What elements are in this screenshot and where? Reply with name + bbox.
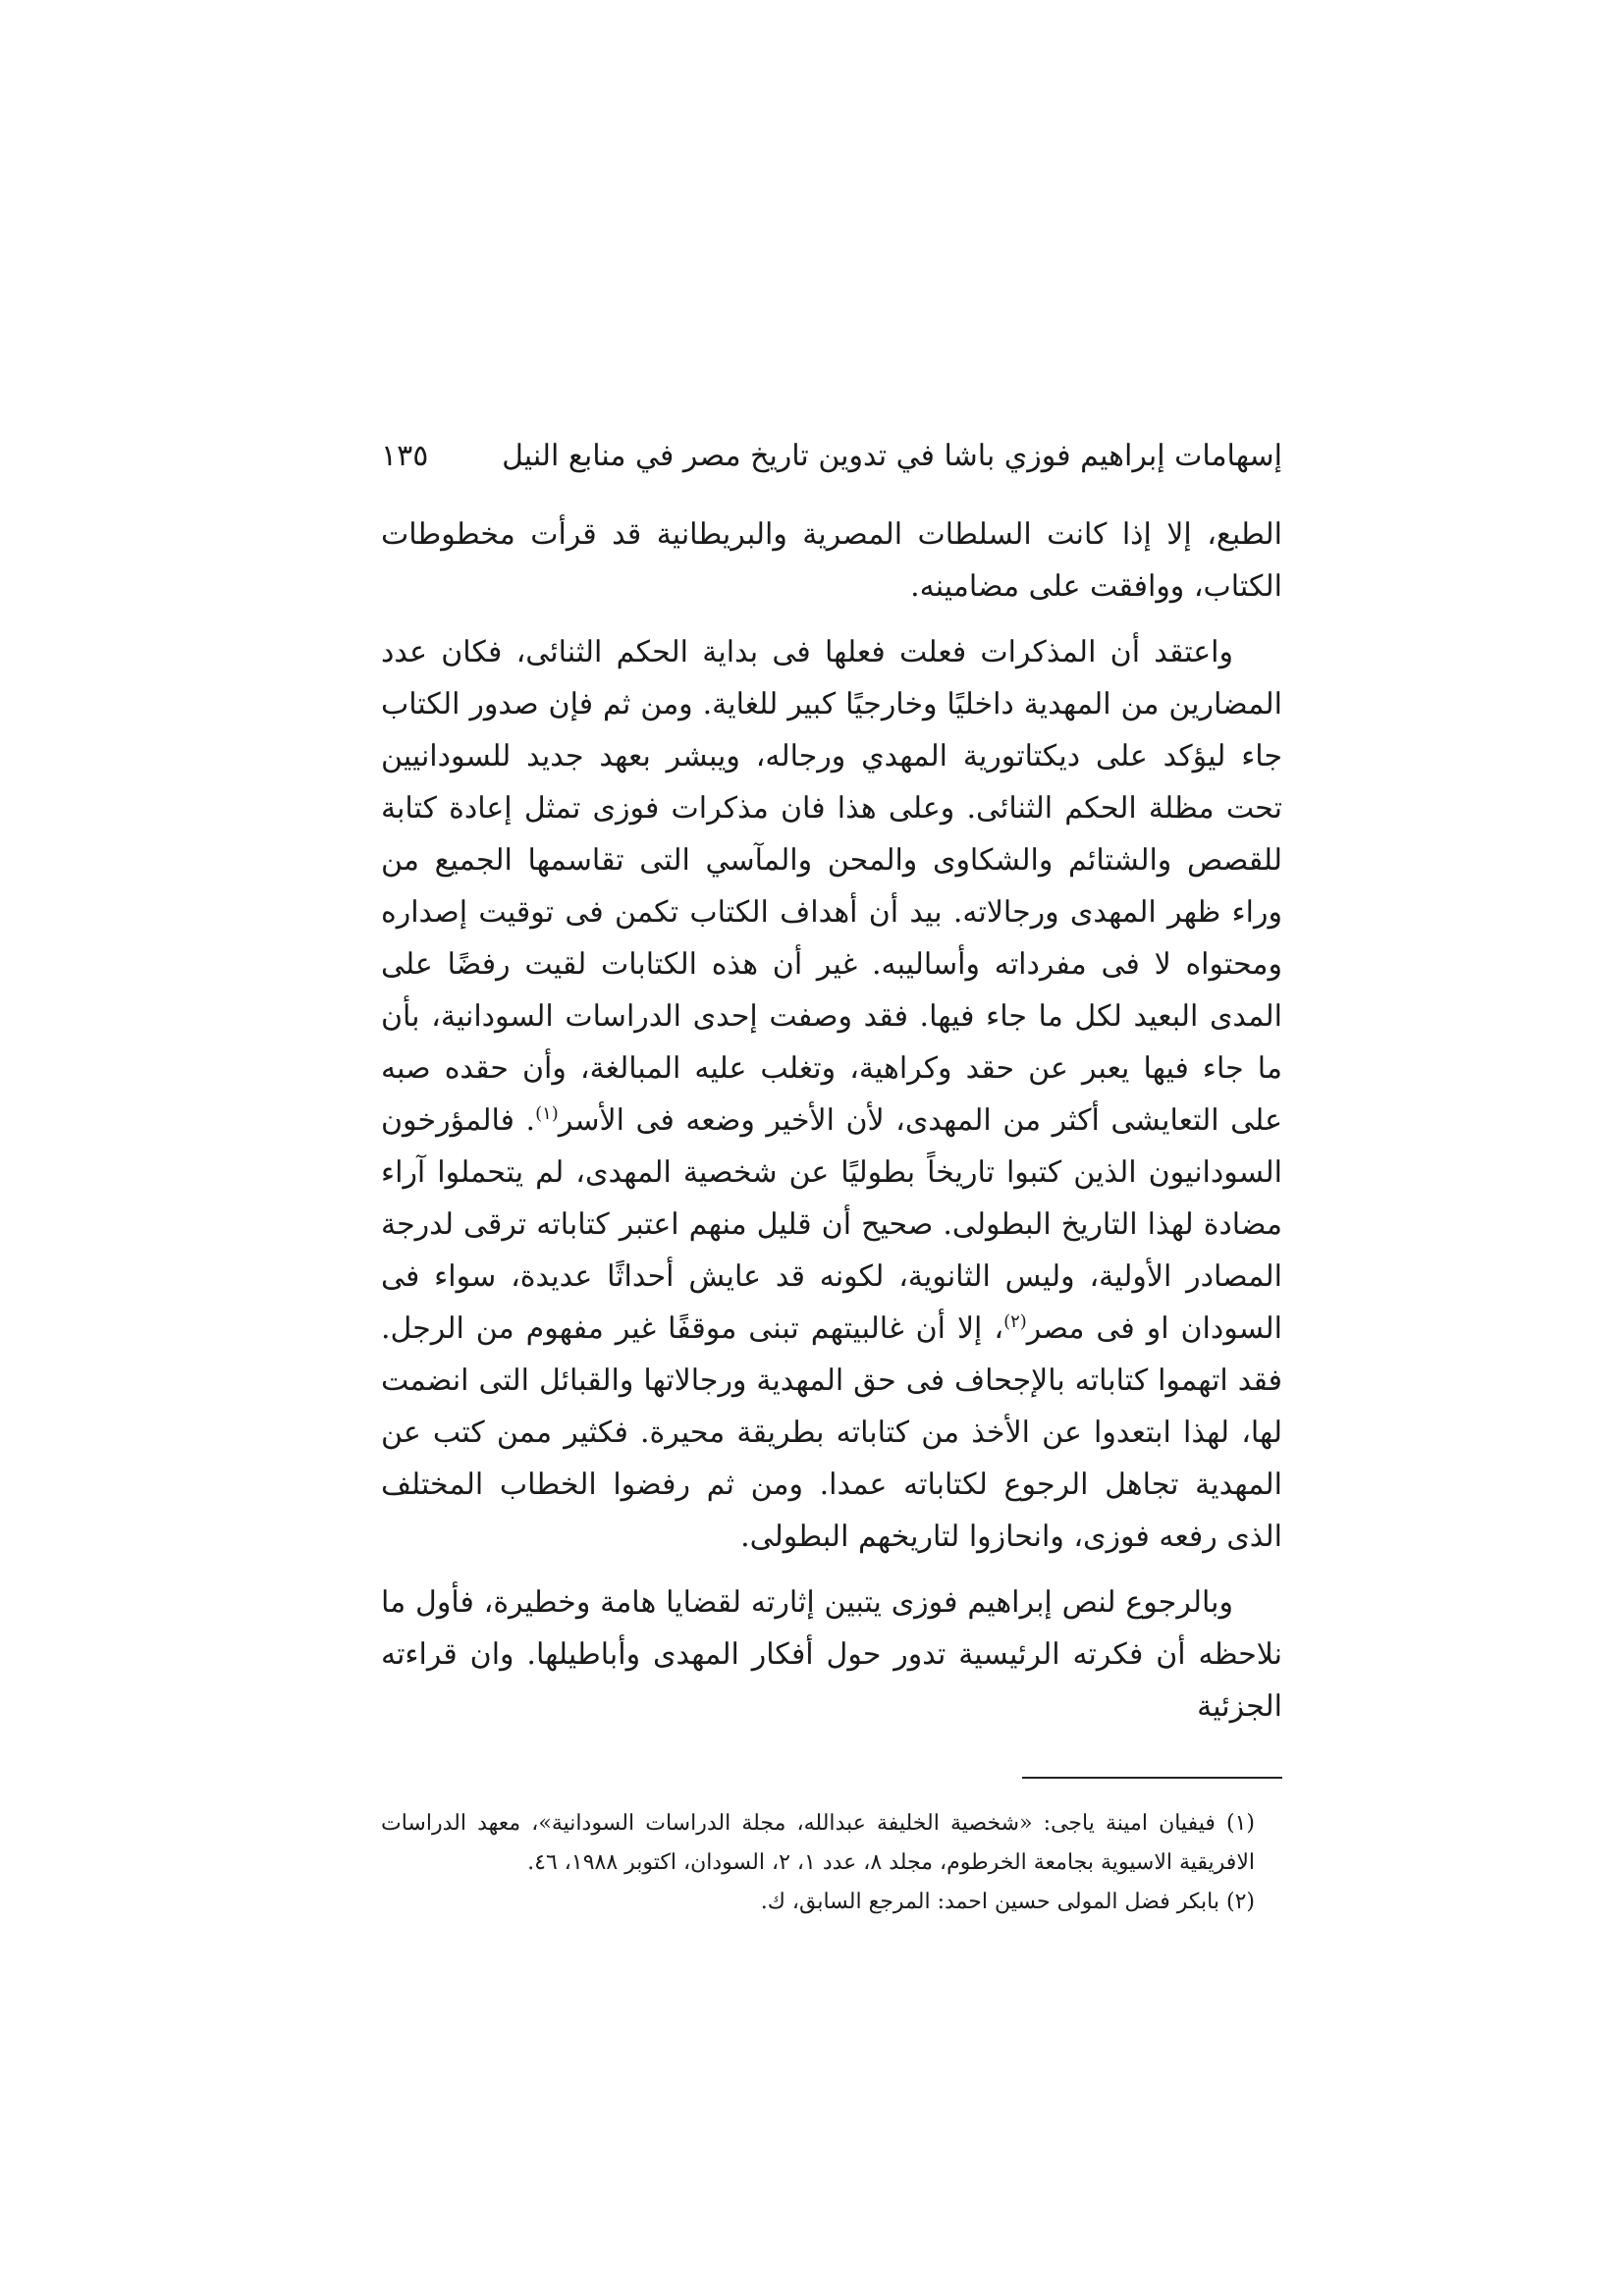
paragraph-2 — [381, 626, 1282, 1563]
body-text — [381, 508, 1282, 1733]
paragraph-3: وبالرجوع لنص إبراهيم فوزى يتبين إثارته لقضايا هامة وخطيرة، فأول ما نلاحظه أن فكرته الرئيسية تدور حول أفكار المهدى وأباطيلها. وان قراءته الجزئية — [381, 1585, 1282, 1724]
footnote-marker-1: (١) — [535, 1103, 559, 1124]
paragraph-2-part-a: واعتقد أن المذكرات فعلت فعلها فى بداية الحكم الثنائى، فكان عدد المضارين من المهدية داخليًا وخارجيًا كبير للغاية. ومن ثم فإن صدور الكتاب جاء ليؤكد على ديكتاتورية المهدي ورجاله، ويبشر بعهد جديد للسودانيين تحت مظلة الحكم الثنائى. وعلى هذا فان مذكرات فوزى تمثل إعادة كتابة للقصص والشتائم والشكاوى والمحن والمآسي التى تقاسمها الجميع من وراء ظهر المهدى ورجالاته. بيد أن أهداف الكتاب تكمن فى توقيت إصداره ومحتواه لا فى مفرداته وأساليبه. غير أن هذه الكتابات لقيت رفضًا على المدى البعيد لكل ما جاء فيها. فقد وصفت إحدى الدراسات السودانية، بأن ما جاء فيها يعبر عن حقد وكراهية، وتغلب عليه المبالغة، وأن حقده صبه على التعايشى أكثر من المهدى، لأن الأخير وضعه فى الأسر — [381, 635, 1283, 1138]
footnote-2: (٢) بابكر فضل المولى حسين احمد: المرجع السابق، ك. — [760, 1890, 1255, 1914]
paragraph-1: الطبع، إلا إذا كانت السلطات المصرية والبريطانية قد قرأت مخطوطات الكتاب، ووافقت على مضامينه. — [381, 517, 1282, 604]
footnote-1: (١) فيفيان امينة ياجى: «شخصية الخليفة عبدالله، مجلة الدراسات السودانية»، معهد الدراسات الافريقية الاسيوية بجامعة الخرطوم، مجلد ٨، عدد ١، ٢، السودان، اكتوبر ١٩٨٨، ٤٦. — [381, 1811, 1255, 1875]
footnote-marker-2: (٢) — [1003, 1311, 1027, 1332]
footnotes — [381, 1804, 1282, 1922]
paragraph-2-part-b: . فالمؤرخون السودانيون الذين كتبوا تاريخاً بطوليًا عن شخصية المهدى، لم يتحملوا آراء مضادة لهذا التاريخ البطولى. صحيح أن قليل منهم اعتبر كتاباته ترقى لدرجة المصادر الأولية، وليس الثانوية، لكونه قد عايش أحداثًا عديدة، سواء فى السودان او فى مصر — [381, 1103, 1282, 1346]
paragraph-2-part-c: ، إلا أن غالبيتهم تبنى موقفًا غير مفهوم من الرجل. فقد اتهموا كتاباته بالإجحاف فى حق المهدية ورجالاتها والقبائل التى انضمت لها، لهذا ابتعدوا عن الأخذ من كتاباته بطريقة محيرة. فكثير ممن كتب عن المهدية تجاهل الرجوع لكتاباته عمدا. ومن ثم رفضوا الخطاب المختلف الذى رفعه فوزى، وانحازوا لتاريخهم البطولى. — [381, 1311, 1282, 1554]
header-title: إسهامات إبراهيم فوزي باشا في تدوين تاريخ مصر في منابع النيل — [502, 439, 1282, 473]
footnote-divider — [1022, 1777, 1282, 1779]
running-header — [381, 432, 1282, 481]
page-number: ١٣٥ — [381, 439, 429, 473]
